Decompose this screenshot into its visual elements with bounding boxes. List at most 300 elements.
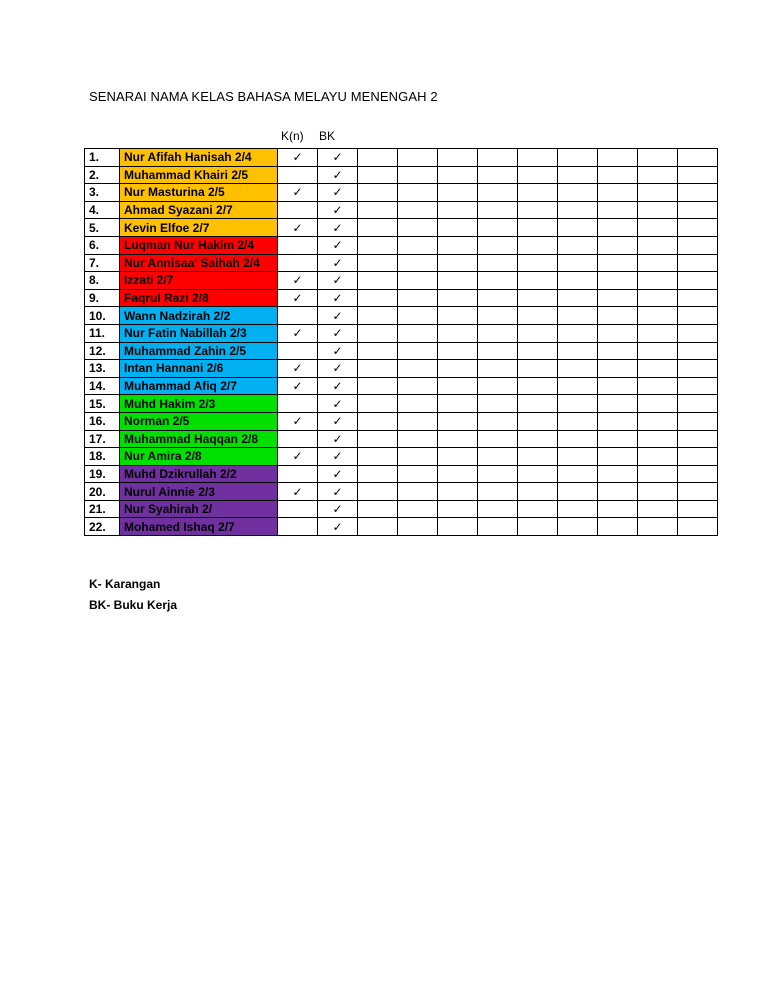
buku-kerja-check-cell xyxy=(318,465,358,483)
empty-cell xyxy=(598,254,638,272)
student-name-cell: Nur Fatin Nabillah 2/3 xyxy=(120,324,278,342)
empty-cell xyxy=(438,236,478,254)
table-row xyxy=(85,377,718,395)
buku-kerja-check-cell xyxy=(318,395,358,413)
empty-cell xyxy=(398,342,438,360)
empty-cell xyxy=(478,412,518,430)
empty-cell xyxy=(398,518,438,536)
table-row xyxy=(85,289,718,307)
table-row xyxy=(85,342,718,360)
empty-cell xyxy=(478,395,518,413)
empty-cell xyxy=(398,395,438,413)
empty-cell xyxy=(598,377,638,395)
buku-kerja-check-cell xyxy=(318,219,358,237)
karangan-check-cell xyxy=(278,184,318,202)
karangan-check-cell xyxy=(278,219,318,237)
empty-cell xyxy=(518,518,558,536)
student-name-cell: Mohamed Ishaq 2/7 xyxy=(120,518,278,536)
empty-cell xyxy=(638,166,678,184)
empty-cell xyxy=(438,184,478,202)
empty-cell xyxy=(398,219,438,237)
empty-cell xyxy=(358,289,398,307)
buku-kerja-check-cell xyxy=(318,483,358,501)
karangan-check-cell xyxy=(278,307,318,325)
karangan-check-cell xyxy=(278,166,318,184)
column-header-bk: BK xyxy=(319,129,336,143)
empty-cell xyxy=(478,324,518,342)
empty-cell xyxy=(638,448,678,466)
table-row xyxy=(85,395,718,413)
empty-cell xyxy=(438,448,478,466)
empty-cell xyxy=(558,149,598,167)
empty-cell xyxy=(598,236,638,254)
empty-cell xyxy=(678,254,718,272)
empty-cell xyxy=(638,236,678,254)
checkmark-icon: ✓ xyxy=(332,220,343,235)
table-row xyxy=(85,448,718,466)
table-row xyxy=(85,166,718,184)
empty-cell xyxy=(398,448,438,466)
checkmark-icon: ✓ xyxy=(332,343,343,358)
empty-cell xyxy=(478,518,518,536)
empty-cell xyxy=(558,307,598,325)
empty-cell xyxy=(518,342,558,360)
empty-cell xyxy=(518,448,558,466)
empty-cell xyxy=(678,395,718,413)
empty-cell xyxy=(598,412,638,430)
empty-cell xyxy=(398,377,438,395)
checkmark-icon: ✓ xyxy=(292,326,303,341)
table-row xyxy=(85,201,718,219)
empty-cell xyxy=(638,360,678,378)
legend-item-karangan: K- Karangan xyxy=(89,577,161,591)
empty-cell xyxy=(478,219,518,237)
empty-cell xyxy=(678,184,718,202)
empty-cell xyxy=(558,465,598,483)
empty-cell xyxy=(678,483,718,501)
table-row xyxy=(85,430,718,448)
buku-kerja-check-cell xyxy=(318,324,358,342)
table-row xyxy=(85,219,718,237)
empty-cell xyxy=(638,412,678,430)
student-name-cell: Faqrul Razi 2/8 xyxy=(120,289,278,307)
table-row xyxy=(85,254,718,272)
empty-cell xyxy=(678,448,718,466)
row-number: 21. xyxy=(85,500,120,518)
checkmark-icon: ✓ xyxy=(332,449,343,464)
empty-cell xyxy=(518,500,558,518)
empty-cell xyxy=(518,412,558,430)
table-row xyxy=(85,236,718,254)
checkmark-icon: ✓ xyxy=(332,431,343,446)
empty-cell xyxy=(638,342,678,360)
empty-cell xyxy=(438,289,478,307)
student-name-cell: Nur Annisaa' Saihah 2/4 xyxy=(120,254,278,272)
empty-cell xyxy=(438,342,478,360)
empty-cell xyxy=(438,149,478,167)
empty-cell xyxy=(678,377,718,395)
student-name-cell: Wann Nadzirah 2/2 xyxy=(120,307,278,325)
empty-cell xyxy=(518,219,558,237)
empty-cell xyxy=(598,448,638,466)
checkmark-icon: ✓ xyxy=(292,484,303,499)
row-number: 1. xyxy=(85,149,120,167)
checkmark-icon: ✓ xyxy=(332,502,343,517)
student-name-cell: Luqman Nur Hakim 2/4 xyxy=(120,236,278,254)
empty-cell xyxy=(558,236,598,254)
karangan-check-cell xyxy=(278,465,318,483)
empty-cell xyxy=(518,307,558,325)
empty-cell xyxy=(558,360,598,378)
row-number: 12. xyxy=(85,342,120,360)
student-name-cell: Nur Syahirah 2/ xyxy=(120,500,278,518)
empty-cell xyxy=(478,377,518,395)
row-number: 15. xyxy=(85,395,120,413)
checkmark-icon: ✓ xyxy=(332,203,343,218)
empty-cell xyxy=(358,307,398,325)
empty-cell xyxy=(678,430,718,448)
checkmark-icon: ✓ xyxy=(332,484,343,499)
empty-cell xyxy=(518,430,558,448)
checkmark-icon: ✓ xyxy=(332,466,343,481)
table-row xyxy=(85,412,718,430)
checkmark-icon: ✓ xyxy=(332,185,343,200)
empty-cell xyxy=(678,412,718,430)
student-name-cell: Muhammad Khairi 2/5 xyxy=(120,166,278,184)
karangan-check-cell xyxy=(278,324,318,342)
empty-cell xyxy=(438,360,478,378)
empty-cell xyxy=(398,483,438,501)
empty-cell xyxy=(598,272,638,290)
empty-cell xyxy=(438,483,478,501)
empty-cell xyxy=(638,500,678,518)
empty-cell xyxy=(638,272,678,290)
empty-cell xyxy=(438,500,478,518)
empty-cell xyxy=(598,324,638,342)
empty-cell xyxy=(478,448,518,466)
empty-cell xyxy=(398,465,438,483)
legend-item-buku-kerja: BK- Buku Kerja xyxy=(89,598,178,612)
checkmark-icon: ✓ xyxy=(332,167,343,182)
row-number: 3. xyxy=(85,184,120,202)
empty-cell xyxy=(518,272,558,290)
karangan-check-cell xyxy=(278,518,318,536)
buku-kerja-check-cell xyxy=(318,448,358,466)
empty-cell xyxy=(358,395,398,413)
row-number: 13. xyxy=(85,360,120,378)
student-name-cell: Kevin Elfoe 2/7 xyxy=(120,219,278,237)
row-number: 18. xyxy=(85,448,120,466)
empty-cell xyxy=(678,500,718,518)
checkmark-icon: ✓ xyxy=(292,449,303,464)
empty-cell xyxy=(558,483,598,501)
empty-cell xyxy=(358,500,398,518)
buku-kerja-check-cell xyxy=(318,377,358,395)
empty-cell xyxy=(478,236,518,254)
checkmark-icon: ✓ xyxy=(292,220,303,235)
empty-cell xyxy=(438,324,478,342)
empty-cell xyxy=(598,219,638,237)
empty-cell xyxy=(558,184,598,202)
empty-cell xyxy=(638,149,678,167)
empty-cell xyxy=(358,236,398,254)
empty-cell xyxy=(598,430,638,448)
empty-cell xyxy=(358,149,398,167)
empty-cell xyxy=(638,201,678,219)
page-title: SENARAI NAMA KELAS BAHASA MELAYU MENENGAH 2 xyxy=(89,89,438,104)
table-row xyxy=(85,184,718,202)
empty-cell xyxy=(398,201,438,219)
karangan-check-cell xyxy=(278,360,318,378)
empty-cell xyxy=(638,289,678,307)
empty-cell xyxy=(558,430,598,448)
row-number: 19. xyxy=(85,465,120,483)
empty-cell xyxy=(478,149,518,167)
empty-cell xyxy=(678,201,718,219)
empty-cell xyxy=(478,201,518,219)
empty-cell xyxy=(398,500,438,518)
empty-cell xyxy=(478,254,518,272)
checkmark-icon: ✓ xyxy=(332,238,343,253)
empty-cell xyxy=(358,483,398,501)
checkmark-icon: ✓ xyxy=(332,273,343,288)
empty-cell xyxy=(598,307,638,325)
checkmark-icon: ✓ xyxy=(332,308,343,323)
empty-cell xyxy=(638,430,678,448)
empty-cell xyxy=(398,324,438,342)
empty-cell xyxy=(358,254,398,272)
table-row xyxy=(85,307,718,325)
buku-kerja-check-cell xyxy=(318,360,358,378)
student-name-cell: Nur Masturina 2/5 xyxy=(120,184,278,202)
empty-cell xyxy=(438,307,478,325)
empty-cell xyxy=(438,377,478,395)
empty-cell xyxy=(398,272,438,290)
empty-cell xyxy=(558,324,598,342)
empty-cell xyxy=(438,272,478,290)
empty-cell xyxy=(558,254,598,272)
table-row xyxy=(85,465,718,483)
empty-cell xyxy=(598,483,638,501)
karangan-check-cell xyxy=(278,289,318,307)
empty-cell xyxy=(438,219,478,237)
row-number: 14. xyxy=(85,377,120,395)
empty-cell xyxy=(398,184,438,202)
student-name-cell: Muhammad Afiq 2/7 xyxy=(120,377,278,395)
empty-cell xyxy=(558,448,598,466)
empty-cell xyxy=(478,272,518,290)
empty-cell xyxy=(678,149,718,167)
student-name-cell: Norman 2/5 xyxy=(120,412,278,430)
karangan-check-cell xyxy=(278,201,318,219)
empty-cell xyxy=(398,236,438,254)
karangan-check-cell xyxy=(278,395,318,413)
row-number: 10. xyxy=(85,307,120,325)
empty-cell xyxy=(478,483,518,501)
empty-cell xyxy=(558,377,598,395)
empty-cell xyxy=(638,184,678,202)
empty-cell xyxy=(598,500,638,518)
karangan-check-cell xyxy=(278,430,318,448)
empty-cell xyxy=(518,236,558,254)
buku-kerja-check-cell xyxy=(318,201,358,219)
row-number: 2. xyxy=(85,166,120,184)
empty-cell xyxy=(518,166,558,184)
empty-cell xyxy=(518,483,558,501)
empty-cell xyxy=(438,201,478,219)
empty-cell xyxy=(358,448,398,466)
row-number: 9. xyxy=(85,289,120,307)
empty-cell xyxy=(518,289,558,307)
empty-cell xyxy=(398,430,438,448)
buku-kerja-check-cell xyxy=(318,500,358,518)
row-number: 22. xyxy=(85,518,120,536)
checkmark-icon: ✓ xyxy=(292,185,303,200)
empty-cell xyxy=(558,518,598,536)
buku-kerja-check-cell xyxy=(318,272,358,290)
empty-cell xyxy=(598,184,638,202)
empty-cell xyxy=(518,465,558,483)
empty-cell xyxy=(358,342,398,360)
empty-cell xyxy=(518,377,558,395)
student-name-cell: Izzati 2/7 xyxy=(120,272,278,290)
student-name-cell: Muhammad Zahin 2/5 xyxy=(120,342,278,360)
karangan-check-cell xyxy=(278,448,318,466)
empty-cell xyxy=(478,342,518,360)
empty-cell xyxy=(638,254,678,272)
buku-kerja-check-cell xyxy=(318,289,358,307)
empty-cell xyxy=(518,395,558,413)
table-row xyxy=(85,324,718,342)
checkmark-icon: ✓ xyxy=(332,379,343,394)
empty-cell xyxy=(478,500,518,518)
empty-cell xyxy=(398,360,438,378)
empty-cell xyxy=(678,324,718,342)
empty-cell xyxy=(598,149,638,167)
buku-kerja-check-cell xyxy=(318,254,358,272)
empty-cell xyxy=(678,219,718,237)
table-row xyxy=(85,149,718,167)
empty-cell xyxy=(398,166,438,184)
row-number: 5. xyxy=(85,219,120,237)
empty-cell xyxy=(638,518,678,536)
student-name-cell: Muhd Hakim 2/3 xyxy=(120,395,278,413)
checkmark-icon: ✓ xyxy=(332,255,343,270)
empty-cell xyxy=(358,166,398,184)
karangan-check-cell xyxy=(278,412,318,430)
empty-cell xyxy=(558,272,598,290)
empty-cell xyxy=(518,360,558,378)
empty-cell xyxy=(438,430,478,448)
empty-cell xyxy=(638,395,678,413)
empty-cell xyxy=(358,377,398,395)
row-number: 4. xyxy=(85,201,120,219)
checkmark-icon: ✓ xyxy=(332,291,343,306)
empty-cell xyxy=(398,149,438,167)
checkmark-icon: ✓ xyxy=(332,326,343,341)
karangan-check-cell xyxy=(278,254,318,272)
empty-cell xyxy=(358,412,398,430)
checkmark-icon: ✓ xyxy=(332,150,343,165)
buku-kerja-check-cell xyxy=(318,184,358,202)
empty-cell xyxy=(478,465,518,483)
student-name-cell: Muhd Dzikrullah 2/2 xyxy=(120,465,278,483)
empty-cell xyxy=(678,289,718,307)
empty-cell xyxy=(638,307,678,325)
checkmark-icon: ✓ xyxy=(292,291,303,306)
checkmark-icon: ✓ xyxy=(292,273,303,288)
checkmark-icon: ✓ xyxy=(332,361,343,376)
buku-kerja-check-cell xyxy=(318,236,358,254)
empty-cell xyxy=(638,483,678,501)
table-row xyxy=(85,483,718,501)
empty-cell xyxy=(358,360,398,378)
empty-cell xyxy=(518,201,558,219)
empty-cell xyxy=(678,307,718,325)
empty-cell xyxy=(358,518,398,536)
empty-cell xyxy=(518,324,558,342)
row-number: 8. xyxy=(85,272,120,290)
karangan-check-cell xyxy=(278,149,318,167)
empty-cell xyxy=(598,342,638,360)
empty-cell xyxy=(478,289,518,307)
empty-cell xyxy=(558,166,598,184)
student-name-cell: Intan Hannani 2/6 xyxy=(120,360,278,378)
empty-cell xyxy=(478,166,518,184)
empty-cell xyxy=(678,518,718,536)
student-name-cell: Nur Afifah Hanisah 2/4 xyxy=(120,149,278,167)
checkmark-icon: ✓ xyxy=(292,414,303,429)
buku-kerja-check-cell xyxy=(318,412,358,430)
empty-cell xyxy=(478,307,518,325)
empty-cell xyxy=(558,412,598,430)
empty-cell xyxy=(438,518,478,536)
karangan-check-cell xyxy=(278,272,318,290)
student-name-cell: Nur Amira 2/8 xyxy=(120,448,278,466)
empty-cell xyxy=(398,412,438,430)
table-row xyxy=(85,500,718,518)
empty-cell xyxy=(598,166,638,184)
empty-cell xyxy=(438,412,478,430)
empty-cell xyxy=(438,465,478,483)
empty-cell xyxy=(678,465,718,483)
empty-cell xyxy=(438,395,478,413)
empty-cell xyxy=(678,360,718,378)
empty-cell xyxy=(558,289,598,307)
empty-cell xyxy=(398,307,438,325)
buku-kerja-check-cell xyxy=(318,342,358,360)
student-name-cell: Ahmad Syazani 2/7 xyxy=(120,201,278,219)
row-number: 11. xyxy=(85,324,120,342)
row-number: 20. xyxy=(85,483,120,501)
empty-cell xyxy=(598,395,638,413)
row-number: 17. xyxy=(85,430,120,448)
empty-cell xyxy=(598,289,638,307)
empty-cell xyxy=(358,184,398,202)
empty-cell xyxy=(558,201,598,219)
karangan-check-cell xyxy=(278,236,318,254)
empty-cell xyxy=(678,236,718,254)
buku-kerja-check-cell xyxy=(318,307,358,325)
karangan-check-cell xyxy=(278,483,318,501)
empty-cell xyxy=(518,254,558,272)
empty-cell xyxy=(598,465,638,483)
row-number: 6. xyxy=(85,236,120,254)
empty-cell xyxy=(678,166,718,184)
empty-cell xyxy=(638,377,678,395)
empty-cell xyxy=(358,272,398,290)
empty-cell xyxy=(398,289,438,307)
